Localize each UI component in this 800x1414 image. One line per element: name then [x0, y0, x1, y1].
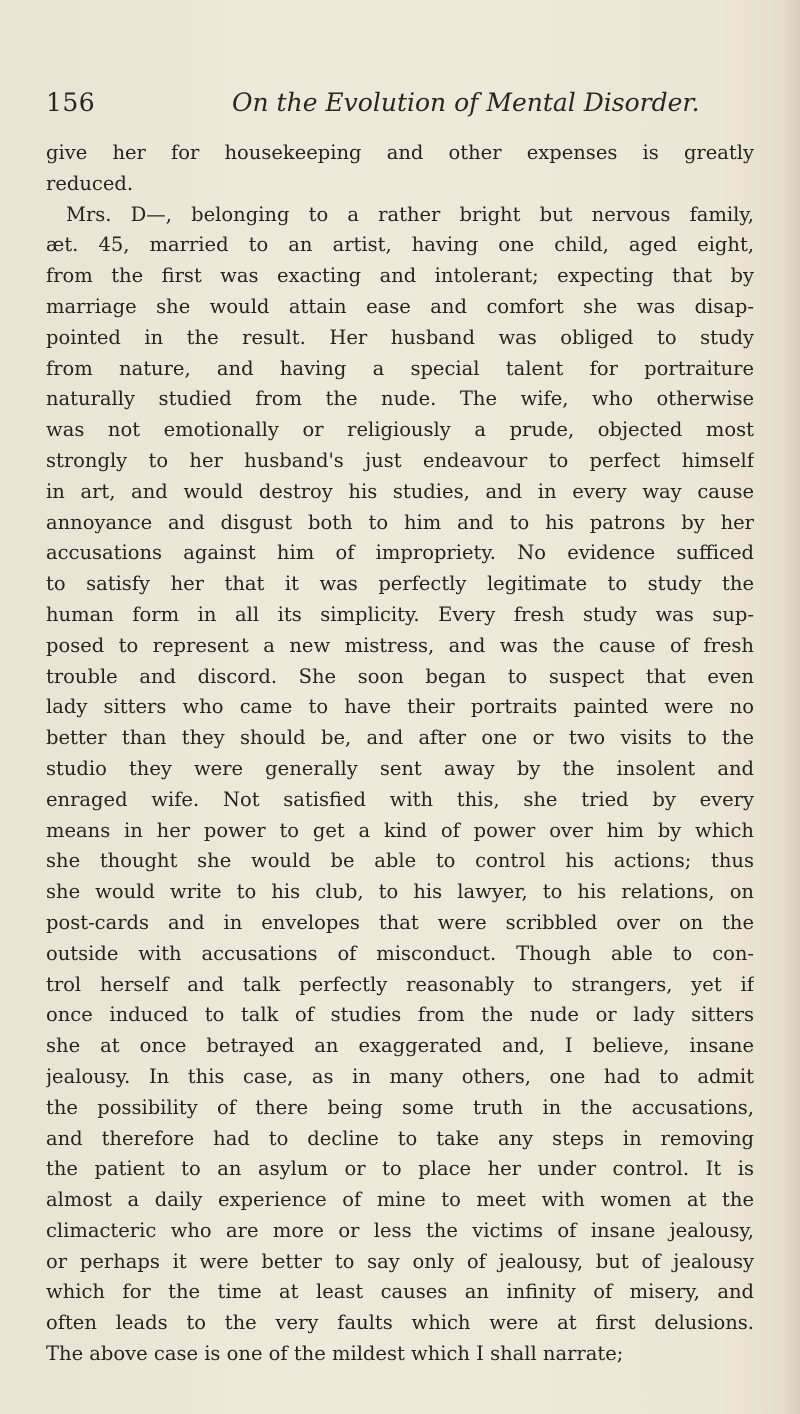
text-line: she at once betrayed an exaggerated and, I believe, insane	[46, 1034, 754, 1058]
text-line: annoyance and disgust both to him and to his patrons by her	[46, 510, 754, 534]
body-text	[46, 138, 754, 1370]
text-line: marriage she would attain ease and comfort she was disap-	[46, 294, 754, 318]
text-line: post-cards and in envelopes that were scribbled over on the	[46, 910, 754, 934]
text-line: accusations against him of impropriety. No evidence sufficed	[46, 541, 754, 565]
text-line: The above case is one of the mildest which I shall narrate;	[46, 1342, 624, 1366]
text-line: which for the time at least causes an infinity of misery, and	[46, 1280, 754, 1304]
text-line: or perhaps it were better to say only of jealousy, but of jealousy	[46, 1249, 754, 1273]
text-line: enraged wife. Not satisfied with this, she tried by every	[46, 787, 754, 811]
text-line: naturally studied from the nude. The wife, who otherwise	[46, 387, 754, 411]
text-line: once induced to talk of studies from the nude or lady sitters	[46, 1003, 754, 1027]
text-line: human form in all its simplicity. Every fresh study was sup-	[46, 602, 754, 626]
text-line: reduced.	[46, 171, 134, 195]
text-line: give her for housekeeping and other expenses is greatly	[46, 141, 754, 164]
text-line: outside with accusations of misconduct. Though able to con-	[46, 941, 754, 965]
text-line: she would write to his club, to his lawyer, to his relations, on	[46, 880, 754, 904]
text-line: climacteric who are more or less the victims of insane jealousy,	[46, 1218, 754, 1242]
page-header	[46, 88, 754, 128]
text-line: æt. 45, married to an artist, having one child, aged eight,	[46, 233, 754, 257]
running-title: On the Evolution of Mental Disorder.	[232, 88, 700, 117]
page-number: 156	[46, 88, 96, 117]
page-edge-shadow	[782, 0, 800, 1414]
text-line: pointed in the result. Her husband was obliged to study	[46, 325, 754, 349]
text-line: was not emotionally or religiously a prude, objected most	[46, 418, 754, 442]
text-line: from the first was exacting and intolerant; expecting that by	[46, 264, 754, 288]
text-line: from nature, and having a special talent for portraiture	[46, 356, 754, 380]
text-line: strongly to her husband's just endeavour to perfect himself	[46, 448, 754, 472]
text-line: often leads to the very faults which were at first delusions.	[46, 1311, 754, 1335]
text-line: means in her power to get a kind of power over him by which	[46, 818, 754, 842]
text-line: studio they were generally sent away by the insolent and	[46, 756, 754, 780]
text-line: better than they should be, and after one or two visits to the	[46, 726, 754, 750]
text-line: trouble and discord. She soon began to suspect that even	[46, 664, 754, 688]
text-line: and therefore had to decline to take any steps in removing	[46, 1126, 754, 1150]
text-line: in art, and would destroy his studies, and in every way cause	[46, 479, 754, 503]
text-line: almost a daily experience of mine to meet with women at the	[46, 1188, 754, 1212]
text-line: trol herself and talk perfectly reasonably to strangers, yet if	[46, 972, 754, 996]
text-line: she thought she would be able to control his actions; thus	[46, 849, 754, 873]
text-line: the patient to an asylum or to place her under control. It is	[46, 1157, 754, 1181]
text-line: lady sitters who came to have their portraits painted were no	[46, 695, 754, 719]
text-line: jealousy. In this case, as in many others, one had to admit	[46, 1064, 754, 1088]
text-line: the possibility of there being some truth in the accusations,	[46, 1095, 754, 1119]
text-line: posed to represent a new mistress, and was the cause of fresh	[46, 633, 754, 657]
text-line: to satisfy her that it was perfectly legitimate to study the	[46, 572, 754, 596]
text-line: Mrs. D—, belonging to a rather bright but nervous family,	[66, 202, 754, 226]
